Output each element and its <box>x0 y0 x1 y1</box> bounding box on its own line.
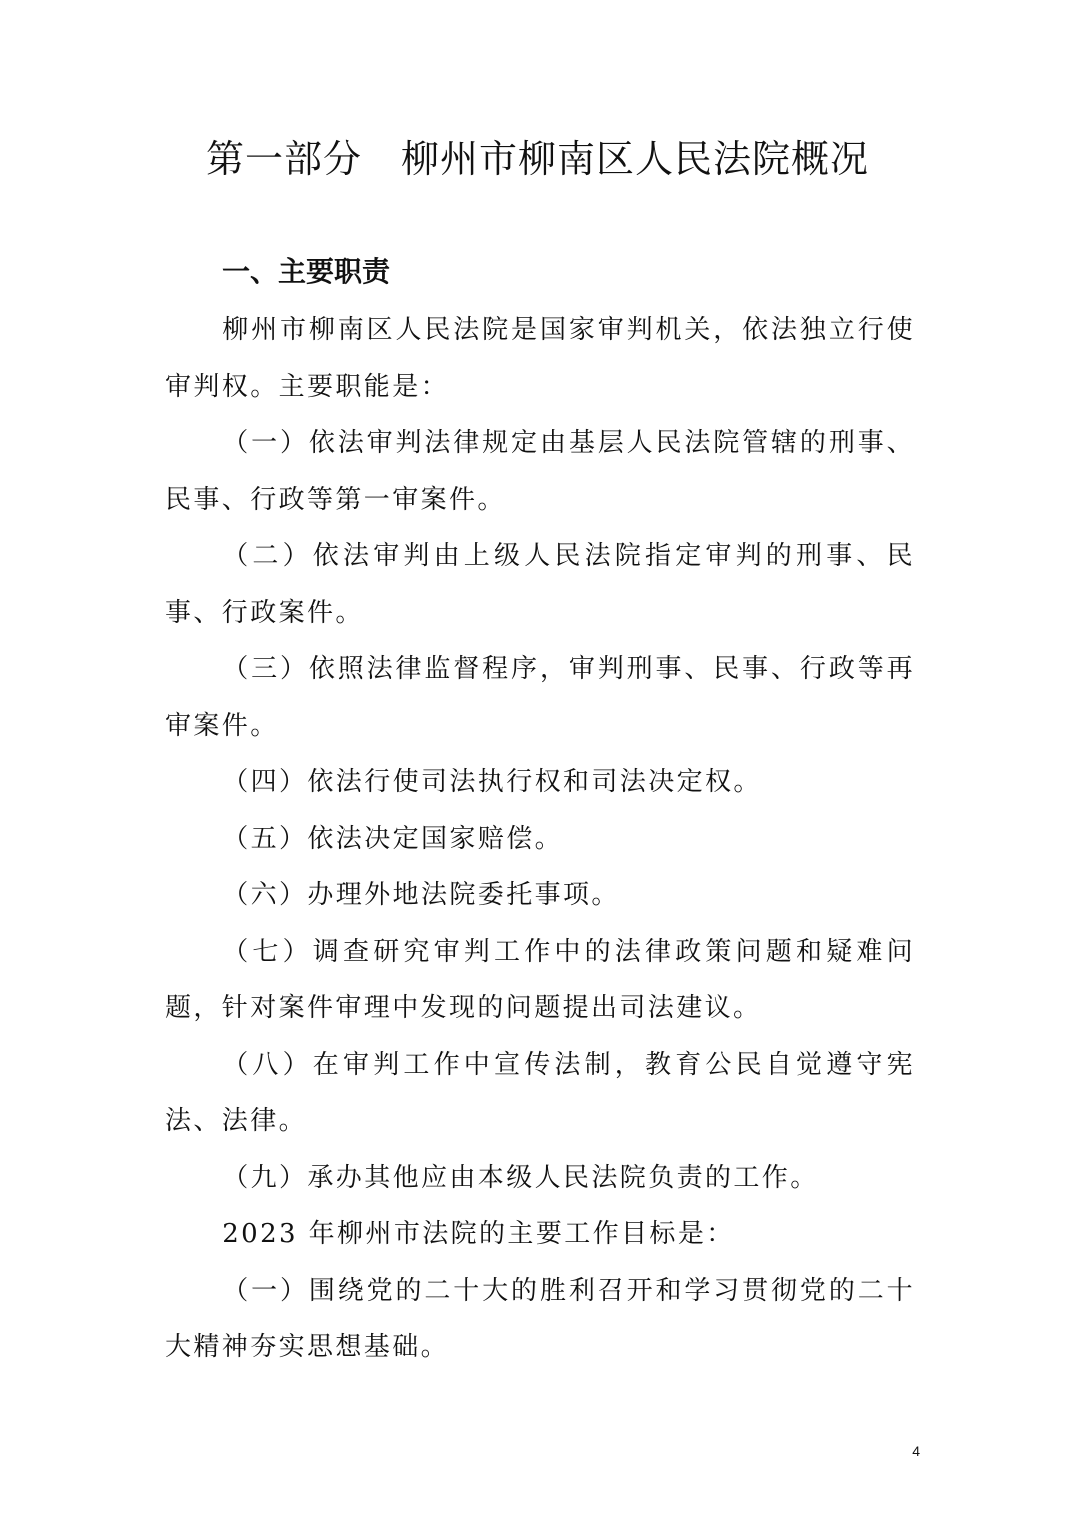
paragraph-duty-4: （四）依法行使司法执行权和司法决定权。 <box>222 767 762 797</box>
paragraph-duty-2: （二）依法审判由上级人民法院指定审判的刑事、民事、行政案件。 <box>165 541 915 628</box>
paragraph-duty-1: （一）依法审判法律规定由基层人民法院管辖的刑事、民事、行政等第一审案件。 <box>165 428 915 515</box>
paragraph-duty-6: （六）办理外地法院委托事项。 <box>222 880 620 910</box>
paragraph-intro: 柳州市柳南区人民法院是国家审判机关，依法独立行使审判权。主要职能是： <box>165 315 915 402</box>
page-title: 第一部分 柳州市柳南区人民法院概况 <box>205 137 869 181</box>
paragraph-goals-intro: 2023 年柳州市法院的主要工作目标是： <box>222 1219 735 1249</box>
paragraph-duty-8: （八）在审判工作中宣传法制，教育公民自觉遵守宪法、法律。 <box>165 1049 915 1136</box>
page-number: 4 <box>912 1443 920 1459</box>
paragraph-goal-1: （一）围绕党的二十大的胜利召开和学习贯彻党的二十大精神夯实思想基础。 <box>165 1275 915 1362</box>
paragraph-duty-3: （三）依照法律监督程序，审判刑事、民事、行政等再审案件。 <box>165 654 915 741</box>
body-text <box>165 302 915 1376</box>
paragraph-duty-5: （五）依法决定国家赔偿。 <box>222 823 563 854</box>
section-heading: 一、主要职责 <box>222 255 391 288</box>
paragraph-duty-7: （七）调查研究审判工作中的法律政策问题和疑难问题，针对案件审理中发现的问题提出司法建议。 <box>165 936 915 1023</box>
paragraph-duty-9: （九）承办其他应由本级人民法院负责的工作。 <box>222 1162 819 1193</box>
